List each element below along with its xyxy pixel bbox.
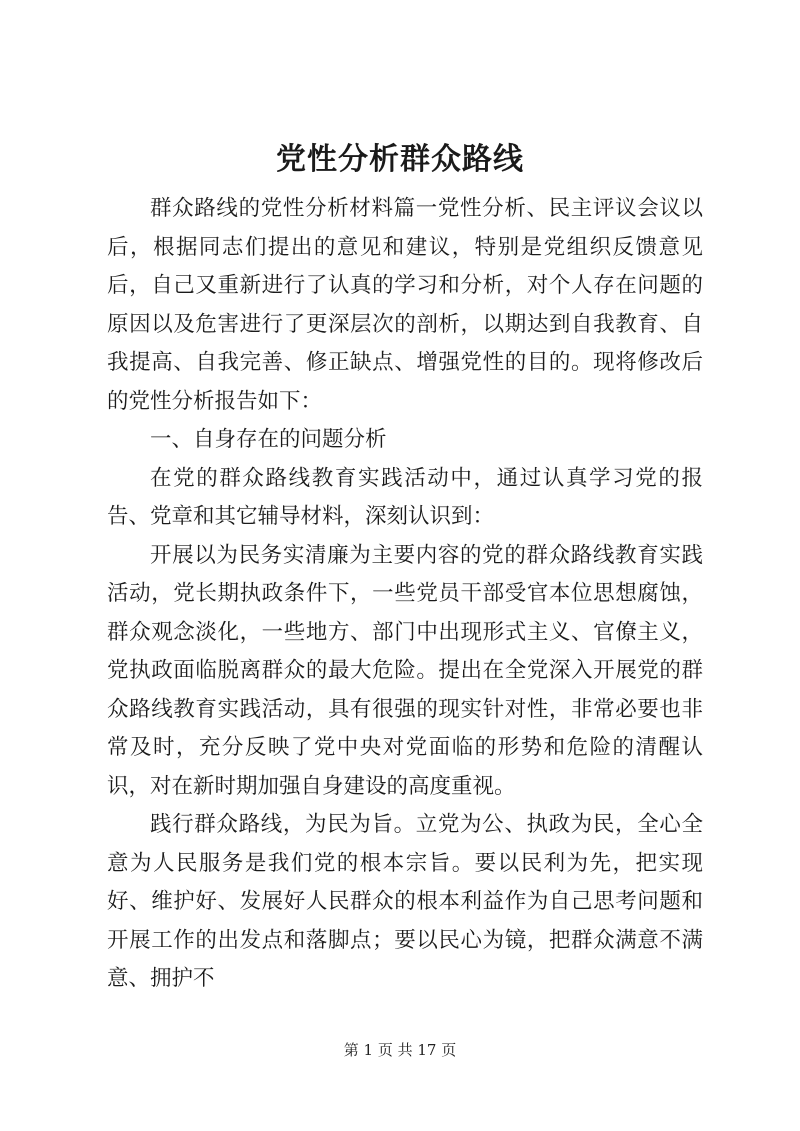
paragraph-mass-line: 践行群众路线，为民为旨。立党为公、执政为民，全心全意为人民服务是我们党的根本宗旨。要以民利为先，把实现好、维护好、发展好人民群众的根本利益作为自己思考问题和开展工作的出发点和落脚点；要以民心为镜，把群众满意不满意、拥护不 [107,812,703,991]
paragraph-intro: 群众路线的党性分析材料篇一党性分析、民主评议会议以后，根据同志们提出的意见和建议，特别是党组织反馈意见后，自己又重新进行了认真的学习和分析，对个人存在问题的原因以及危害进行了更深层次的剖析，以期达到自我教育、自我提高、自我完善、修正缺点、增强党性的目的。现将修改后的党性分析报告如下： [107,196,703,414]
document-title: 党性分析群众路线 [276,142,524,177]
page-footer: 第 1 页 共 17 页 [343,1041,457,1059]
section-heading: 一、自身存在的问题分析 [150,427,387,452]
document-body [107,190,703,999]
paragraph-activity: 开展以为民务实清廉为主要内容的党的群众路线教育实践活动，党长期执政条件下，一些党员干部受官本位思想腐蚀，群众观念淡化，一些地方、部门中出现形式主义、官僚主义，党执政面临脱离群众的最大危险。提出在全党深入开展党的群众路线教育实践活动，具有很强的现实针对性，非常必要也非常及时，充分反映了党中央对党面临的形势和危险的清醒认识，对在新时期加强自身建设的高度重视。 [107,542,703,799]
paragraph-study: 在党的群众路线教育实践活动中，通过认真学习党的报告、党章和其它辅导材料，深刻认识到： [107,465,703,529]
